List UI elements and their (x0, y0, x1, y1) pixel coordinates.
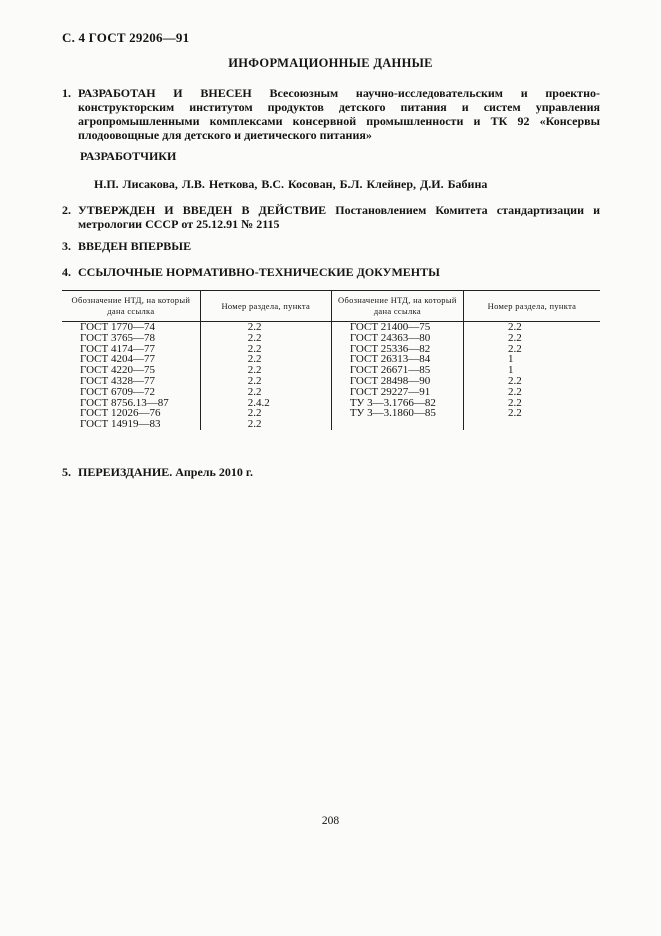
item-4-number: 4. (62, 265, 71, 279)
right-code-cell (331, 419, 463, 430)
right-section-cell: 2.2 (463, 376, 600, 387)
item-2 (62, 203, 600, 231)
right-code-cell: ГОСТ 25336—82 (331, 344, 463, 355)
right-section-cell: 2.2 (463, 322, 600, 333)
right-code-cell: ГОСТ 26671—85 (331, 365, 463, 376)
item-5-text: ПЕРЕИЗДАНИЕ. Апрель 2010 г. (78, 465, 253, 479)
item-5-number: 5. (62, 465, 71, 479)
left-section-cell: 2.2 (200, 376, 331, 387)
right-code-cell: ГОСТ 21400—75 (331, 322, 463, 333)
table-body (62, 322, 600, 430)
right-code-cell: ТУ 3—3.1860—85 (331, 408, 463, 419)
left-code-cell: ГОСТ 4204—77 (80, 353, 155, 366)
item-4-text: ССЫЛОЧНЫЕ НОРМАТИВНО-ТЕХНИЧЕСКИЕ ДОКУМЕНТЫ (78, 265, 440, 279)
table-row (62, 333, 600, 344)
developers-names: Н.П. Лисакова, Л.В. Неткова, В.С. Косован, Б.Л. Клейнер, Д.И. Бабина (94, 177, 488, 191)
item-3 (62, 239, 600, 253)
left-section-cell: 2.2 (200, 408, 331, 419)
right-code-cell: ГОСТ 24363—80 (331, 333, 463, 344)
left-section-cell: 2.2 (200, 322, 331, 333)
right-section-cell (463, 419, 600, 430)
left-code-cell: ГОСТ 12026—76 (80, 407, 161, 420)
left-section-cell: 2.2 (200, 419, 331, 430)
table-row (62, 419, 600, 430)
left-code-cell: ГОСТ 8756.13—87 (80, 396, 169, 409)
right-code-cell: ГОСТ 26313—84 (331, 354, 463, 365)
page-header: С. 4 ГОСТ 29206—91 (62, 30, 190, 45)
right-section-cell: 1 (463, 354, 600, 365)
page-number: 208 (321, 815, 340, 827)
left-section-cell: 2.2 (200, 365, 331, 376)
left-code-cell: ГОСТ 14919—83 (80, 418, 161, 431)
item-3-number: 3. (62, 239, 71, 253)
right-section-cell: 2.2 (463, 398, 600, 409)
left-section-cell: 2.4.2 (200, 398, 331, 409)
right-code-cell: ГОСТ 29227—91 (331, 387, 463, 398)
left-code-cell: ГОСТ 4220—75 (80, 364, 155, 377)
left-code-cell: ГОСТ 6709—72 (80, 385, 155, 398)
left-section-cell: 2.2 (200, 354, 331, 365)
left-code-cell: ГОСТ 4328—77 (80, 374, 155, 387)
left-section-cell: 2.2 (200, 333, 331, 344)
table-row (62, 387, 600, 398)
references-table (62, 290, 600, 430)
left-section-cell: 2.2 (200, 344, 331, 355)
left-code-cell: ГОСТ 3765—78 (80, 331, 155, 344)
header-designation-left: Обозначение НТД, на который дана ссылка (62, 291, 200, 322)
header-designation-right: Обозначение НТД, на который дана ссылка (331, 291, 463, 322)
table-header-row (62, 291, 600, 322)
item-1-number: 1. (62, 86, 71, 100)
item-2-number: 2. (62, 203, 71, 217)
developers-label: РАЗРАБОТЧИКИ (80, 149, 177, 163)
left-section-cell: 2.2 (200, 387, 331, 398)
item-2-text: УТВЕРЖДЕН И ВВЕДЕН В ДЕЙСТВИЕ Постановлением Комитета стандартизации и метрологии СССР от 25.12.91 № 2115 (78, 203, 600, 231)
header-section-right: Номер раздела, пункта (463, 291, 600, 322)
right-code-cell: ГОСТ 28498—90 (331, 376, 463, 387)
right-section-cell: 2.2 (463, 344, 600, 355)
left-code-cell: ГОСТ 1770—74 (80, 321, 155, 333)
right-section-cell: 2.2 (463, 408, 600, 419)
item-4 (62, 265, 600, 279)
section-title: ИНФОРМАЦИОННЫЕ ДАННЫЕ (228, 56, 433, 70)
item-1-text: РАЗРАБОТАН И ВНЕСЕН Всесоюзным научно-исследовательским и проектно-конструкторским институтом продуктов детского питания и систем управления агропромышленными комплексами консервной промышленности и ТК 92 «Консервы плодоовощные для детского и диетического питания» (78, 86, 600, 142)
item-1 (62, 86, 600, 142)
item-5 (62, 465, 600, 479)
right-section-cell: 1 (463, 365, 600, 376)
left-code-cell: ГОСТ 4174—77 (80, 342, 155, 355)
right-section-cell: 2.2 (463, 387, 600, 398)
right-code-cell: ТУ 3—3.1766—82 (331, 398, 463, 409)
item-3-text: ВВЕДЕН ВПЕРВЫЕ (78, 239, 192, 253)
right-section-cell: 2.2 (463, 333, 600, 344)
header-section-left: Номер раздела, пункта (200, 291, 331, 322)
